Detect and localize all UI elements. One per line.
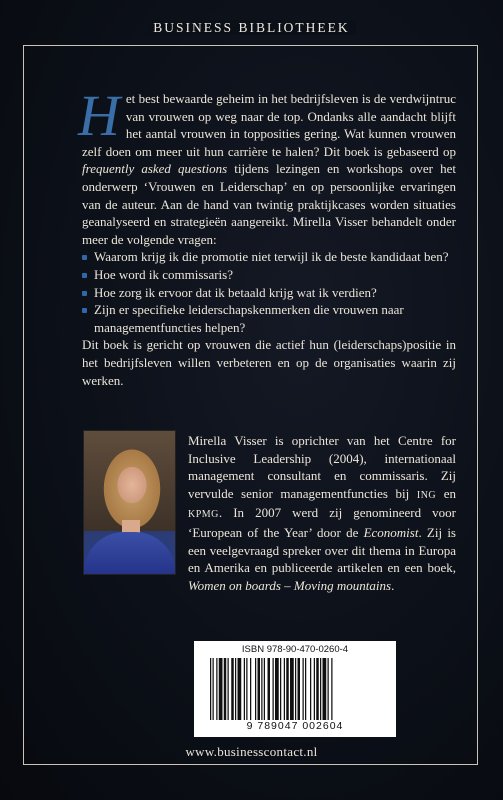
barcode xyxy=(194,641,396,737)
list-item: Waarom krijg ik die promotie niet terwijl ik de beste kandidaat ben? xyxy=(82,248,456,266)
publisher-url: www.businesscontact.nl xyxy=(185,744,318,759)
intro-paragraph: Het best bewaarde geheim in het bedrijfsleven is de verdwijntruc van vrouwen op weg naar de top. Ondanks alle aandacht blijft het aantal vrouwen in topposities gering. Wat kunnen vrouwen zelf doen om meer uit hun carrière te halen? Dit boek is gebaseerd op frequently asked questions tijdens lezingen en workshops over het onderwerp ‘Vrouwen en Leiderschap’ en op persoonlijke ervaringen van de auteur. Aan de hand van twintig praktijkcases worden situaties geanalyseerd en strategieën aangereikt. Mirella Visser behandelt onder meer de volgende vragen: xyxy=(78,83,456,247)
question-list xyxy=(82,248,456,336)
barcode-digits: 9 789047 002604 xyxy=(246,720,344,732)
bullet-icon xyxy=(82,308,87,313)
barcode-bars xyxy=(208,658,384,720)
list-item: Zijn er specifieke leiderschapskenmerken die vrouwen naar managementfuncties helpen? xyxy=(82,301,456,336)
bullet-icon xyxy=(82,291,87,296)
list-item: Hoe word ik commissaris? xyxy=(82,266,456,284)
bullet-icon xyxy=(82,255,87,260)
author-photo xyxy=(83,430,176,575)
bullet-icon xyxy=(82,273,87,278)
drop-cap: H xyxy=(78,83,120,148)
list-item: Hoe zorg ik ervoor dat ik betaald krijg wat ik verdien? xyxy=(82,284,456,302)
isbn-label: ISBN 978-90-470-0260-4 xyxy=(241,644,349,655)
series-title: BUSINESS BIBLIOTHEEK xyxy=(0,20,503,36)
intro-text xyxy=(78,83,456,389)
author-bio: Mirella Visser is oprichter van het Centre for Inclusive Leadership (2004), internationaal management consultant en commissaris. Zij vervulde senior managementfuncties bij ING en KPMG. In 2007 werd zij genomineerd voor ‘European of the Year’ door de Economist. Zij is een veelgevraagd spreker over dit thema in Europa en Amerika en publiceerde artikelen en een boek, Women on boards – Moving mountains. xyxy=(188,433,456,593)
closing-paragraph: Dit boek is gericht op vrouwen die actief hun (leiderschaps)positie in het bedrijfsleven willen verbeteren en op de organisaties waarin zij werken. xyxy=(82,337,456,388)
